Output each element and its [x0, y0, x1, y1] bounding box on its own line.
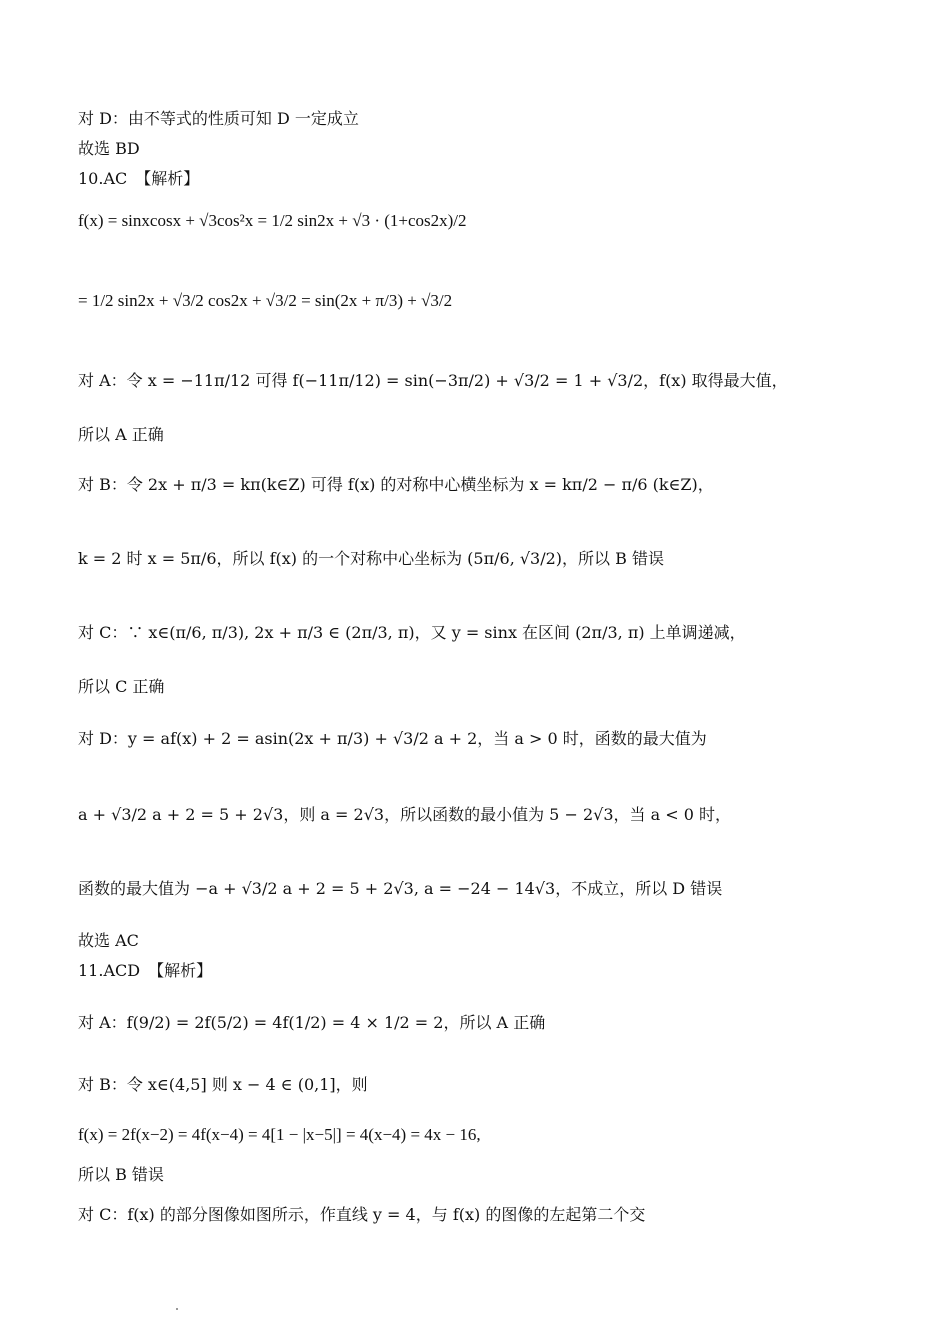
line-d-max: a + √3/2 a + 2 = 5 + 2√3，则 a = 2√3，所以函数的最小值为 5 − 2√3，当 a < 0 时，: [78, 805, 731, 824]
line-c-correct: 所以 C 正确: [78, 677, 165, 696]
line-b-analysis: 对 B：令 2x + π/3 = kπ(k∈Z) 可得 f(x) 的对称中心横坐标为 x = kπ/2 − π/6 (k∈Z)，: [78, 475, 714, 494]
line-d-conclusion: 对 D：由不等式的性质可知 D 一定成立: [78, 109, 359, 128]
line-c-analysis: 对 C：∵ x∈(π/6, π/3), 2x + π/3 ∈ (2π/3, π)，又 y = sinx 在区间 (2π/3, π) 上单调递减，: [78, 623, 746, 642]
formula-f-simplified: = 1/2 sin2x + √3/2 cos2x + √3/2 = sin(2x + π/3) + √3/2: [78, 291, 453, 310]
line-d-negative: 函数的最大值为 −a + √3/2 a + 2 = 5 + 2√3, a = −24 − 14√3，不成立，所以 D 错误: [78, 879, 723, 898]
line-answer-bd: 故选 BD: [78, 139, 140, 158]
line-answer-ac: 故选 AC: [78, 931, 139, 950]
line-a-analysis: 对 A：令 x = −11π/12 可得 f(−11π/12) = sin(−3π/2) + √3/2 = 1 + √3/2，f(x) 取得最大值，: [78, 371, 788, 390]
formula-f-expansion: f(x) = sinxcosx + √3cos²x = 1/2 sin2x + √3 · (1+cos2x)/2: [78, 211, 467, 230]
line-11a: 对 A：f(9/2) = 2f(5/2) = 4f(1/2) = 4 × 1/2 = 2，所以 A 正确: [78, 1013, 546, 1032]
heading-q10: 10.AC 【解析】: [78, 169, 200, 188]
page-mark-dot: [176, 1308, 178, 1310]
heading-q11: 11.ACD 【解析】: [78, 961, 213, 980]
line-b-conclusion: k = 2 时 x = 5π/6，所以 f(x) 的一个对称中心坐标为 (5π/6, √3/2)，所以 B 错误: [78, 549, 664, 568]
line-a-correct: 所以 A 正确: [78, 425, 164, 444]
line-d-analysis: 对 D：y = af(x) + 2 = asin(2x + π/3) + √3/2 a + 2，当 a > 0 时，函数的最大值为: [78, 729, 707, 748]
line-11c: 对 C：f(x) 的部分图像如图所示，作直线 y = 4，与 f(x) 的图像的左起第二个交: [78, 1205, 646, 1224]
formula-11b: f(x) = 2f(x−2) = 4f(x−4) = 4[1 − |x−5|] = 4(x−4) = 4x − 16,: [78, 1125, 481, 1144]
line-11b: 对 B：令 x∈(4,5] 则 x − 4 ∈ (0,1]，则: [78, 1075, 368, 1094]
line-11b-wrong: 所以 B 错误: [78, 1165, 164, 1184]
